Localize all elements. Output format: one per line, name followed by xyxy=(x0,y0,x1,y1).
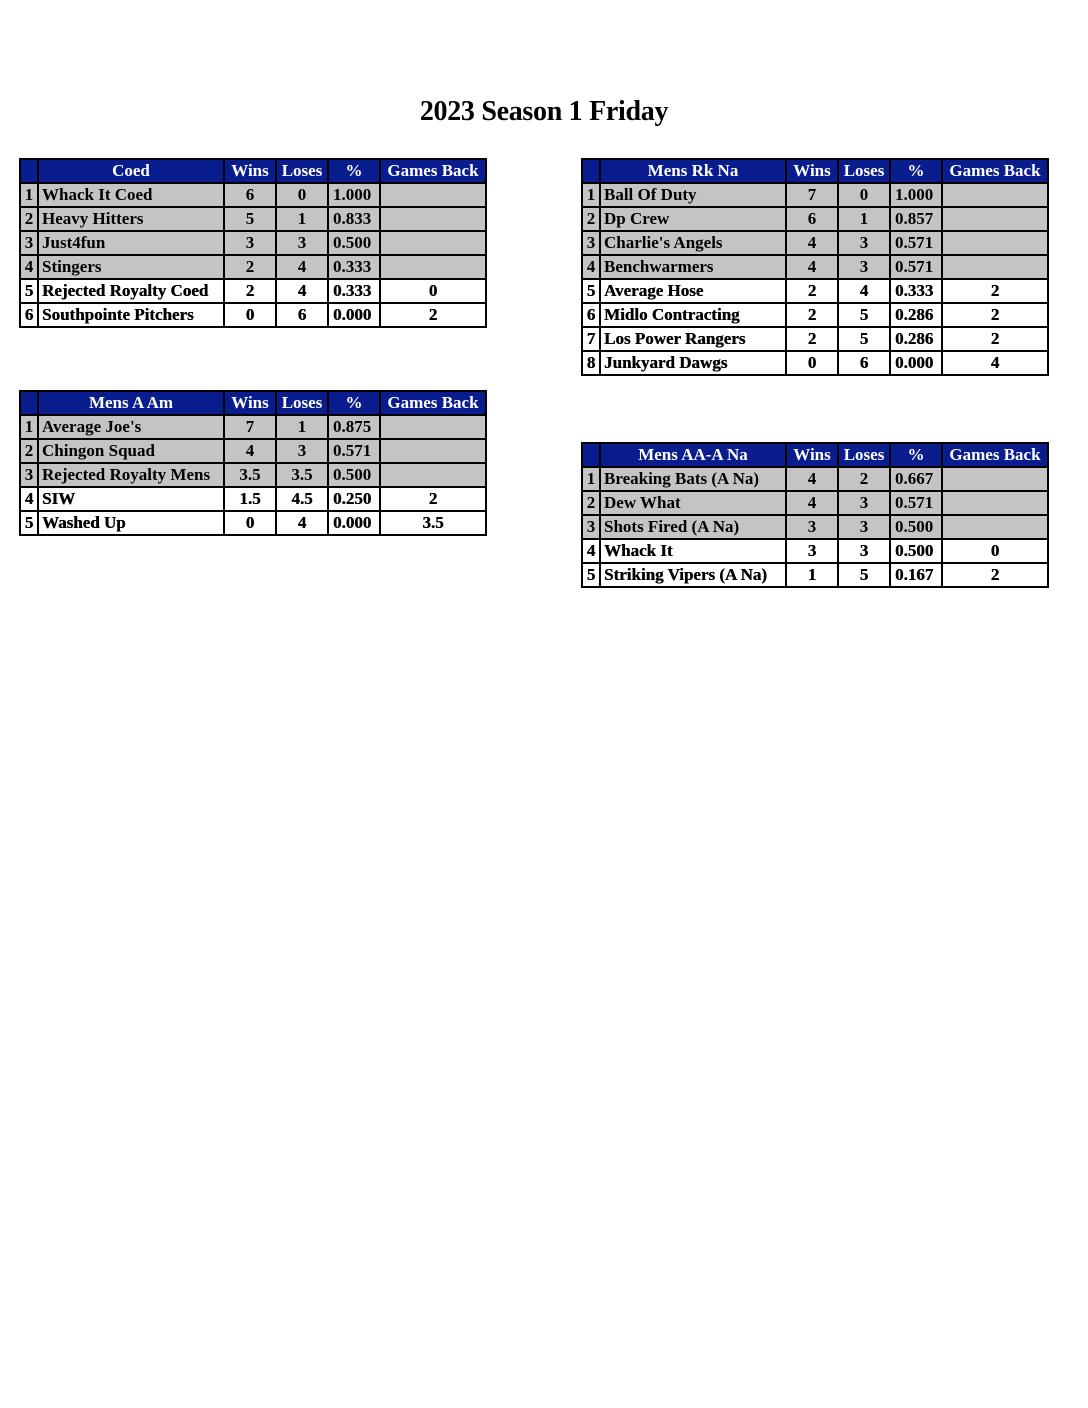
percent-cell: 1.000 xyxy=(890,183,942,207)
table-header-row xyxy=(20,159,486,183)
table-row xyxy=(20,279,486,303)
team-name-cell: Average Joe's xyxy=(38,415,224,439)
rank-header xyxy=(582,159,600,183)
percent-header: % xyxy=(328,159,380,183)
wins-cell: 2 xyxy=(786,279,838,303)
rank-cell: 4 xyxy=(582,255,600,279)
table-row xyxy=(582,563,1048,587)
team-name-cell: Striking Vipers (A Na) xyxy=(600,563,786,587)
percent-cell: 0.833 xyxy=(328,207,380,231)
table-row xyxy=(582,303,1048,327)
table-header-row xyxy=(582,159,1048,183)
loses-cell: 3.5 xyxy=(276,463,328,487)
team-name-cell: Whack It Coed xyxy=(38,183,224,207)
percent-cell: 0.500 xyxy=(328,463,380,487)
rank-cell: 1 xyxy=(20,415,38,439)
wins-cell: 3 xyxy=(786,539,838,563)
loses-cell: 3 xyxy=(276,439,328,463)
games-back-cell xyxy=(942,467,1048,491)
loses-cell: 3 xyxy=(838,491,890,515)
percent-cell: 0.571 xyxy=(890,491,942,515)
loses-cell: 3 xyxy=(838,539,890,563)
rank-cell: 8 xyxy=(582,351,600,375)
rank-cell: 3 xyxy=(582,231,600,255)
games-back-cell xyxy=(380,255,486,279)
percent-cell: 0.857 xyxy=(890,207,942,231)
percent-header: % xyxy=(890,159,942,183)
team-name-cell: Benchwarmers xyxy=(600,255,786,279)
rank-cell: 3 xyxy=(20,231,38,255)
table-row xyxy=(20,439,486,463)
rank-cell: 4 xyxy=(20,487,38,511)
loses-cell: 1 xyxy=(276,415,328,439)
loses-cell: 3 xyxy=(838,231,890,255)
games-back-cell xyxy=(380,463,486,487)
table-row xyxy=(20,487,486,511)
wins-cell: 3.5 xyxy=(224,463,276,487)
table-row xyxy=(582,231,1048,255)
loses-header: Loses xyxy=(276,159,328,183)
games-back-cell: 3.5 xyxy=(380,511,486,535)
games-back-cell xyxy=(942,255,1048,279)
wins-cell: 0 xyxy=(786,351,838,375)
rank-cell: 1 xyxy=(20,183,38,207)
loses-cell: 6 xyxy=(276,303,328,327)
loses-cell: 0 xyxy=(838,183,890,207)
loses-cell: 3 xyxy=(276,231,328,255)
games-back-cell xyxy=(942,491,1048,515)
percent-cell: 0.000 xyxy=(328,511,380,535)
percent-cell: 0.333 xyxy=(328,255,380,279)
percent-cell: 0.667 xyxy=(890,467,942,491)
games-back-cell xyxy=(942,183,1048,207)
loses-cell: 4 xyxy=(838,279,890,303)
percent-cell: 0.571 xyxy=(890,231,942,255)
team-name-cell: Midlo Contracting xyxy=(600,303,786,327)
rank-cell: 1 xyxy=(582,183,600,207)
coed-standings-table xyxy=(19,158,487,328)
percent-cell: 1.000 xyxy=(328,183,380,207)
loses-cell: 5 xyxy=(838,563,890,587)
loses-cell: 6 xyxy=(838,351,890,375)
wins-cell: 2 xyxy=(224,279,276,303)
table-row xyxy=(582,327,1048,351)
games-back-cell: 2 xyxy=(942,303,1048,327)
loses-cell: 3 xyxy=(838,515,890,539)
wins-cell: 2 xyxy=(786,303,838,327)
loses-header: Loses xyxy=(276,391,328,415)
division-name-header: Mens Rk Na xyxy=(600,159,786,183)
table-row xyxy=(582,491,1048,515)
percent-cell: 0.286 xyxy=(890,303,942,327)
table-row xyxy=(582,255,1048,279)
wins-header: Wins xyxy=(224,391,276,415)
games-back-header: Games Back xyxy=(380,391,486,415)
percent-cell: 0.333 xyxy=(328,279,380,303)
wins-header: Wins xyxy=(786,443,838,467)
rank-cell: 2 xyxy=(20,207,38,231)
percent-cell: 0.571 xyxy=(890,255,942,279)
percent-cell: 0.500 xyxy=(328,231,380,255)
percent-cell: 0.500 xyxy=(890,515,942,539)
wins-cell: 6 xyxy=(786,207,838,231)
loses-header: Loses xyxy=(838,443,890,467)
team-name-cell: Shots Fired (A Na) xyxy=(600,515,786,539)
rank-header xyxy=(20,391,38,415)
table-header-row xyxy=(20,391,486,415)
loses-cell: 4 xyxy=(276,511,328,535)
loses-cell: 4 xyxy=(276,279,328,303)
rank-cell: 7 xyxy=(582,327,600,351)
rank-cell: 1 xyxy=(582,467,600,491)
mens-aa-a-na-standings-table xyxy=(581,442,1049,588)
rank-cell: 2 xyxy=(582,207,600,231)
table-row xyxy=(20,183,486,207)
rank-cell: 5 xyxy=(20,511,38,535)
rank-cell: 3 xyxy=(20,463,38,487)
wins-cell: 1.5 xyxy=(224,487,276,511)
wins-cell: 3 xyxy=(786,515,838,539)
wins-cell: 4 xyxy=(786,231,838,255)
rank-cell: 4 xyxy=(582,539,600,563)
team-name-cell: Breaking Bats (A Na) xyxy=(600,467,786,491)
loses-cell: 1 xyxy=(276,207,328,231)
team-name-cell: Rejected Royalty Mens xyxy=(38,463,224,487)
loses-cell: 2 xyxy=(838,467,890,491)
team-name-cell: Rejected Royalty Coed xyxy=(38,279,224,303)
games-back-header: Games Back xyxy=(380,159,486,183)
loses-cell: 4 xyxy=(276,255,328,279)
rank-cell: 5 xyxy=(582,563,600,587)
table-row xyxy=(20,231,486,255)
games-back-cell: 2 xyxy=(942,327,1048,351)
games-back-cell xyxy=(942,207,1048,231)
games-back-cell: 2 xyxy=(942,279,1048,303)
table-row xyxy=(20,415,486,439)
rank-header xyxy=(20,159,38,183)
games-back-cell: 0 xyxy=(380,279,486,303)
loses-header: Loses xyxy=(838,159,890,183)
team-name-cell: Southpointe Pitchers xyxy=(38,303,224,327)
table-row xyxy=(582,207,1048,231)
games-back-cell xyxy=(380,183,486,207)
wins-cell: 7 xyxy=(224,415,276,439)
wins-cell: 0 xyxy=(224,511,276,535)
team-name-cell: Charlie's Angels xyxy=(600,231,786,255)
wins-header: Wins xyxy=(786,159,838,183)
wins-cell: 4 xyxy=(786,491,838,515)
mens-rk-na-standings-table xyxy=(581,158,1049,376)
table-header-row xyxy=(582,443,1048,467)
percent-cell: 0.000 xyxy=(890,351,942,375)
wins-cell: 4 xyxy=(786,255,838,279)
wins-cell: 0 xyxy=(224,303,276,327)
team-name-cell: Heavy Hitters xyxy=(38,207,224,231)
rank-header xyxy=(582,443,600,467)
loses-cell: 4.5 xyxy=(276,487,328,511)
team-name-cell: Stingers xyxy=(38,255,224,279)
wins-cell: 3 xyxy=(224,231,276,255)
percent-cell: 0.000 xyxy=(328,303,380,327)
rank-cell: 5 xyxy=(582,279,600,303)
loses-cell: 1 xyxy=(838,207,890,231)
wins-header: Wins xyxy=(224,159,276,183)
team-name-cell: Just4fun xyxy=(38,231,224,255)
games-back-cell xyxy=(380,207,486,231)
games-back-cell xyxy=(380,415,486,439)
wins-cell: 7 xyxy=(786,183,838,207)
team-name-cell: Los Power Rangers xyxy=(600,327,786,351)
games-back-cell: 2 xyxy=(380,303,486,327)
percent-header: % xyxy=(328,391,380,415)
table-row xyxy=(20,511,486,535)
percent-cell: 0.571 xyxy=(328,439,380,463)
page-title: 2023 Season 1 Friday xyxy=(419,96,669,127)
games-back-cell xyxy=(380,439,486,463)
rank-cell: 6 xyxy=(20,303,38,327)
table-row xyxy=(582,183,1048,207)
rank-cell: 6 xyxy=(582,303,600,327)
percent-cell: 0.250 xyxy=(328,487,380,511)
table-row xyxy=(582,467,1048,491)
team-name-cell: Ball Of Duty xyxy=(600,183,786,207)
loses-cell: 3 xyxy=(838,255,890,279)
team-name-cell: Junkyard Dawgs xyxy=(600,351,786,375)
wins-cell: 4 xyxy=(224,439,276,463)
team-name-cell: Washed Up xyxy=(38,511,224,535)
percent-cell: 0.167 xyxy=(890,563,942,587)
wins-cell: 2 xyxy=(224,255,276,279)
games-back-cell: 2 xyxy=(942,563,1048,587)
rank-cell: 4 xyxy=(20,255,38,279)
wins-cell: 4 xyxy=(786,467,838,491)
team-name-cell: Dew What xyxy=(600,491,786,515)
table-row xyxy=(582,279,1048,303)
team-name-cell: Dp Crew xyxy=(600,207,786,231)
wins-cell: 2 xyxy=(786,327,838,351)
division-name-header: Mens A Am xyxy=(38,391,224,415)
games-back-cell xyxy=(942,231,1048,255)
games-back-cell: 0 xyxy=(942,539,1048,563)
table-row xyxy=(20,303,486,327)
percent-header: % xyxy=(890,443,942,467)
table-row xyxy=(20,255,486,279)
percent-cell: 0.286 xyxy=(890,327,942,351)
team-name-cell: Whack It xyxy=(600,539,786,563)
team-name-cell: Average Hose xyxy=(600,279,786,303)
games-back-cell xyxy=(380,231,486,255)
rank-cell: 2 xyxy=(582,491,600,515)
table-row xyxy=(582,515,1048,539)
games-back-header: Games Back xyxy=(942,443,1048,467)
table-row xyxy=(20,207,486,231)
table-row xyxy=(20,463,486,487)
team-name-cell: SIW xyxy=(38,487,224,511)
games-back-cell: 2 xyxy=(380,487,486,511)
mens-a-am-standings-table xyxy=(19,390,487,536)
division-name-header: Coed xyxy=(38,159,224,183)
percent-cell: 0.500 xyxy=(890,539,942,563)
wins-cell: 5 xyxy=(224,207,276,231)
table-row xyxy=(582,539,1048,563)
wins-cell: 6 xyxy=(224,183,276,207)
games-back-cell: 4 xyxy=(942,351,1048,375)
rank-cell: 3 xyxy=(582,515,600,539)
team-name-cell: Chingon Squad xyxy=(38,439,224,463)
games-back-cell xyxy=(942,515,1048,539)
percent-cell: 0.875 xyxy=(328,415,380,439)
wins-cell: 1 xyxy=(786,563,838,587)
table-row xyxy=(582,351,1048,375)
division-name-header: Mens AA-A Na xyxy=(600,443,786,467)
rank-cell: 5 xyxy=(20,279,38,303)
percent-cell: 0.333 xyxy=(890,279,942,303)
games-back-header: Games Back xyxy=(942,159,1048,183)
rank-cell: 2 xyxy=(20,439,38,463)
loses-cell: 5 xyxy=(838,327,890,351)
loses-cell: 5 xyxy=(838,303,890,327)
loses-cell: 0 xyxy=(276,183,328,207)
